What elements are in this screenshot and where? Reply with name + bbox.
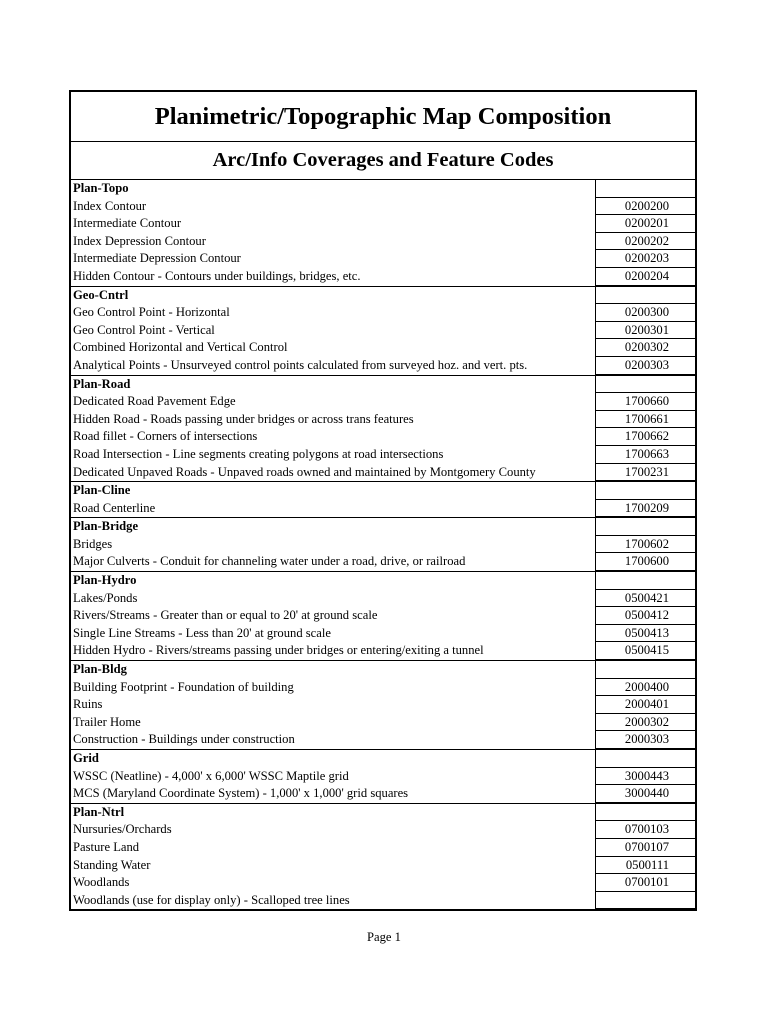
feature-code: 1700661 (595, 411, 695, 429)
feature-description: Road fillet - Corners of intersections (73, 429, 258, 444)
feature-code: 1700231 (595, 464, 695, 482)
feature-code: 0500415 (595, 642, 695, 660)
feature-description: WSSC (Neatline) - 4,000' x 6,000' WSSC Maptile grid (73, 768, 349, 783)
group-code-cell (595, 661, 695, 679)
table-row (71, 500, 695, 518)
table-row (71, 679, 695, 697)
table-row (71, 857, 695, 875)
group-header-row (71, 803, 695, 822)
feature-description: Bridges (73, 536, 113, 551)
group-header-row (71, 571, 695, 590)
table-row (71, 215, 695, 233)
group-name: Plan-Hydro (73, 573, 137, 588)
feature-description: Road Intersection - Line segments creating polygons at road intersections (73, 446, 444, 461)
group-code-cell (595, 180, 695, 198)
feature-description: Construction - Buildings under construction (73, 732, 295, 747)
table-row (71, 768, 695, 786)
feature-code: 0700101 (595, 874, 695, 892)
feature-code: 1700663 (595, 446, 695, 464)
feature-code: 2000401 (595, 696, 695, 714)
table-row (71, 642, 695, 660)
table-row (71, 839, 695, 857)
feature-description: Lakes/Ponds (73, 590, 138, 605)
feature-description: Analytical Points - Unsurveyed control points calculated from surveyed hoz. and vert. pts. (73, 357, 528, 372)
table-row (71, 233, 695, 251)
group-header-row (71, 180, 695, 198)
table-body (71, 180, 695, 909)
feature-code: 1700662 (595, 428, 695, 446)
feature-description: Woodlands (use for display only) - Scalloped tree lines (73, 892, 350, 907)
group-code-cell (595, 750, 695, 768)
feature-description: Index Contour (73, 198, 147, 213)
feature-code (595, 892, 695, 910)
feature-code: 0700103 (595, 821, 695, 839)
feature-description: Dedicated Road Pavement Edge (73, 394, 236, 409)
table-row (71, 874, 695, 892)
table-row (71, 339, 695, 357)
feature-code: 1700602 (595, 536, 695, 554)
feature-code: 0200301 (595, 322, 695, 340)
group-code-cell (595, 518, 695, 536)
feature-description: Dedicated Unpaved Roads - Unpaved roads owned and maintained by Montgomery County (73, 464, 536, 479)
group-name: Plan-Ntrl (73, 804, 125, 819)
group-header-row (71, 660, 695, 679)
feature-code: 0200302 (595, 339, 695, 357)
table-row (71, 536, 695, 554)
feature-description: Road Centerline (73, 500, 156, 515)
table-row (71, 607, 695, 625)
group-header-row (71, 286, 695, 305)
feature-code: 0200204 (595, 268, 695, 286)
feature-description: Rivers/Streams - Greater than or equal to 20' at ground scale (73, 608, 378, 623)
feature-description: Building Footprint - Foundation of building (73, 679, 294, 694)
table-row (71, 357, 695, 375)
feature-code-table (69, 90, 697, 911)
group-header-row (71, 749, 695, 768)
table-row (71, 198, 695, 216)
group-name: Plan-Road (73, 376, 131, 391)
feature-description: Nursuries/Orchards (73, 822, 172, 837)
group-code-cell (595, 287, 695, 305)
group-header-row (71, 375, 695, 394)
feature-description: Hidden Hydro - Rivers/streams passing under bridges or entering/exiting a tunnel (73, 643, 484, 658)
table-row (71, 464, 695, 482)
group-name: Geo-Cntrl (73, 287, 129, 302)
feature-description: Single Line Streams - Less than 20' at ground scale (73, 625, 331, 640)
feature-description: Standing Water (73, 857, 151, 872)
table-row (71, 625, 695, 643)
feature-code: 2000302 (595, 714, 695, 732)
table-row (71, 590, 695, 608)
feature-description: Index Depression Contour (73, 233, 206, 248)
group-code-cell (595, 572, 695, 590)
feature-description: Major Culverts - Conduit for channeling water under a road, drive, or railroad (73, 554, 466, 569)
table-row (71, 821, 695, 839)
table-row (71, 696, 695, 714)
table-row (71, 393, 695, 411)
feature-description: Combined Horizontal and Vertical Control (73, 340, 288, 355)
table-row (71, 714, 695, 732)
table-row (71, 428, 695, 446)
group-code-cell (595, 482, 695, 500)
feature-code: 2000303 (595, 731, 695, 749)
table-row (71, 411, 695, 429)
feature-code: 0500413 (595, 625, 695, 643)
table-row (71, 268, 695, 286)
feature-description: Geo Control Point - Vertical (73, 322, 215, 337)
feature-code: 0200203 (595, 250, 695, 268)
feature-description: Trailer Home (73, 714, 141, 729)
feature-code: 0200200 (595, 198, 695, 216)
feature-code: 3000443 (595, 768, 695, 786)
group-name: Grid (73, 751, 99, 765)
page-subtitle: Arc/Info Coverages and Feature Codes (71, 142, 695, 180)
table-row (71, 785, 695, 803)
feature-description: Hidden Road - Roads passing under bridges or across trans features (73, 411, 414, 426)
feature-code: 0500412 (595, 607, 695, 625)
feature-code: 0200303 (595, 357, 695, 375)
feature-code: 0200201 (595, 215, 695, 233)
page-title: Planimetric/Topographic Map Composition (71, 92, 695, 142)
group-name: Plan-Bldg (73, 662, 127, 677)
feature-description: Geo Control Point - Horizontal (73, 305, 230, 320)
group-code-cell (595, 376, 695, 394)
group-name: Plan-Topo (73, 181, 129, 195)
group-header-row (71, 481, 695, 500)
feature-description: Pasture Land (73, 839, 140, 854)
feature-code: 1700660 (595, 393, 695, 411)
feature-code: 1700209 (595, 500, 695, 518)
table-row (71, 892, 695, 910)
group-name: Plan-Bridge (73, 519, 139, 534)
feature-code: 0500421 (595, 590, 695, 608)
table-row (71, 304, 695, 322)
group-code-cell (595, 804, 695, 822)
feature-description: Woodlands (73, 875, 130, 890)
feature-code: 2000400 (595, 679, 695, 697)
feature-code: 0200300 (595, 304, 695, 322)
group-header-row (71, 517, 695, 536)
table-row (71, 553, 695, 571)
feature-code: 1700600 (595, 553, 695, 571)
feature-description: MCS (Maryland Coordinate System) - 1,000' x 1,000' grid squares (73, 786, 409, 801)
table-row (71, 322, 695, 340)
feature-code: 0500111 (595, 857, 695, 875)
page-number: Page 1 (367, 930, 401, 944)
table-row (71, 250, 695, 268)
table-row (71, 446, 695, 464)
feature-code: 0200202 (595, 233, 695, 251)
group-name: Plan-Cline (73, 483, 131, 498)
feature-code: 0700107 (595, 839, 695, 857)
feature-description: Intermediate Contour (73, 216, 182, 231)
feature-code: 3000440 (595, 785, 695, 803)
feature-description: Ruins (73, 697, 103, 712)
feature-description: Hidden Contour - Contours under buildings, bridges, etc. (73, 268, 361, 283)
table-row (71, 731, 695, 749)
feature-description: Intermediate Depression Contour (73, 251, 241, 266)
